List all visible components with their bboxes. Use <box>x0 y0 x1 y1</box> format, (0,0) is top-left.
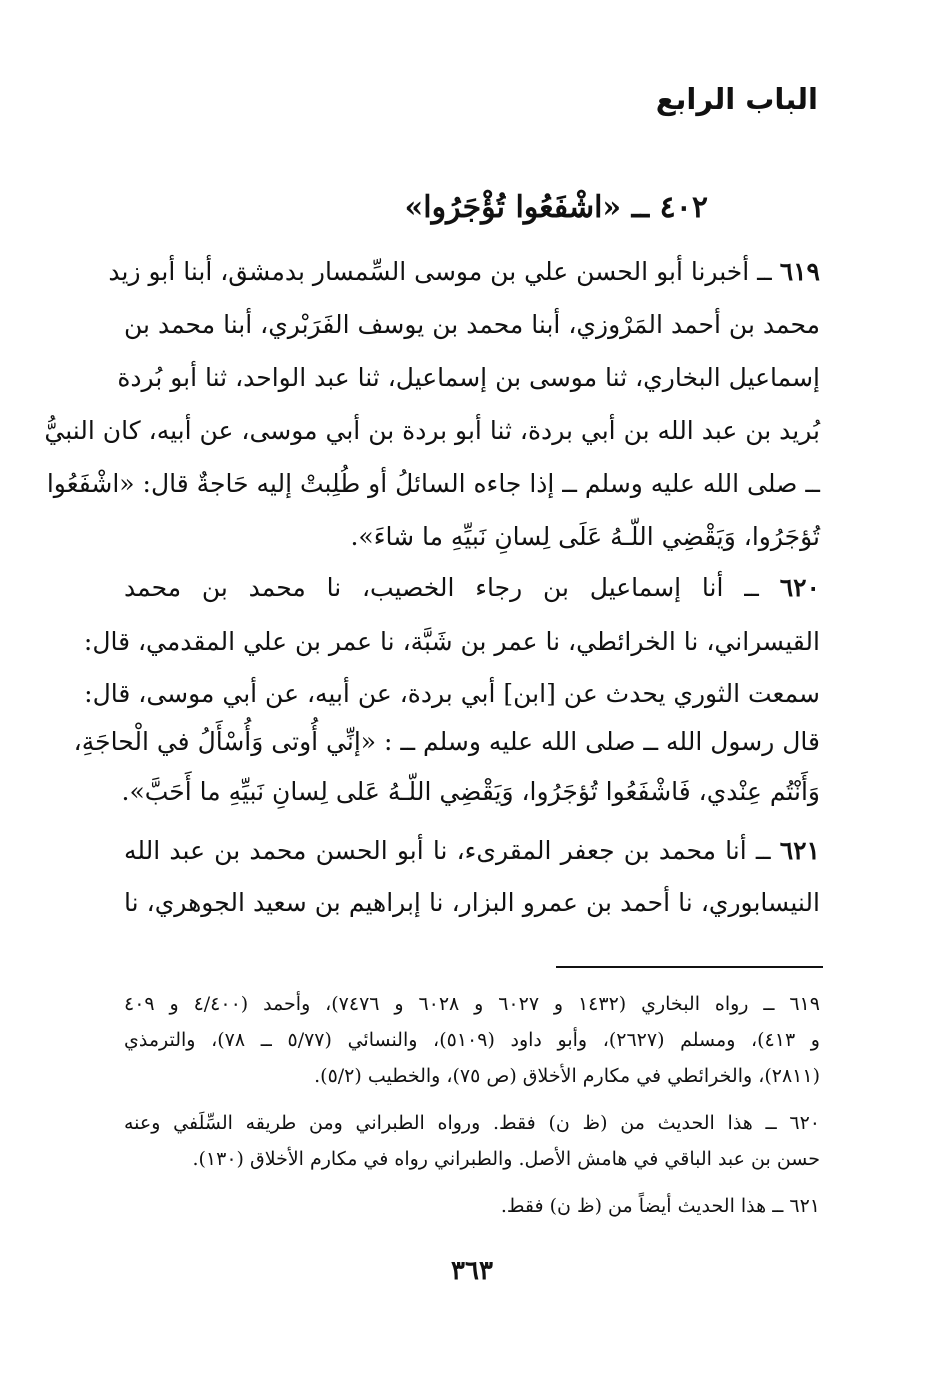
footnote-line: ٦٢٠ ــ هذا الحديث من (ظ ن) فقط. ورواه الطبراني ومن طريقه السِّلَفي وعنه <box>124 1112 820 1134</box>
page-number: ٣٦٣ <box>451 1256 493 1286</box>
entry-line: وَأَنْتُم عِنْدي، فَاشْفَعُوا تُؤجَرُوا، وَيَقْضِي اللّـهُ عَلى لِسانِ نَبيِّهِ ما أَحَبَّ». <box>121 777 820 806</box>
hadith-title: ٤٠٢ ــ «اشْفَعُوا تُؤْجَرُوا» <box>404 190 708 225</box>
footnote-line: حسن بن عبد الباقي في هامش الأصل. والطبراني رواه في مكارم الأخلاق (١٣٠). <box>192 1148 820 1170</box>
footnote-line: ٦٢١ ــ هذا الحديث أيضاً من (ظ ن) فقط. <box>500 1195 820 1217</box>
entry-line: ٦٢٠ ــ أنا إسماعيل بن رجاء الخصيب، نا محمد بن محمد <box>124 573 820 602</box>
footnote-separator <box>556 966 823 968</box>
footnote-line: ٦١٩ ــ رواه البخاري (١٤٣٢ و ٦٠٢٧ و ٦٠٢٨ و ٧٤٧٦)، وأحمد (٤/٤٠٠ و ٤٠٩ <box>124 993 820 1015</box>
footnote-line: و ٤١٣)، ومسلم (٢٦٢٧)، وأبو داود (٥١٠٩)، والنسائي (٥/٧٧ ــ ٧٨)، والترمذي <box>124 1029 820 1051</box>
entry-line: إسماعيل البخاري، ثنا موسى بن إسماعيل، ثنا عبد الواحد، ثنا أبو بُردة <box>117 363 820 392</box>
entry-line: محمد بن أحمد المَرْوزي، أبنا محمد بن يوسف الفَرَبْري، أبنا محمد بن <box>124 310 820 339</box>
entry-number: ٦١٩ <box>779 257 820 286</box>
entry-line: ٦٢١ ــ أنا محمد بن جعفر المقرىء، نا أبو الحسن محمد بن عبد الله <box>124 836 820 865</box>
entry-line: ــ صلى الله عليه وسلم ــ إذا جاءه السائلُ أو طُلِبتْ إليه حَاجةٌ قال: «اشْفَعُوا <box>46 469 820 498</box>
entry-number: ٦٢١ <box>779 836 820 865</box>
entry-line: النيسابوري، نا أحمد بن عمرو البزار، نا إبراهيم بن سعيد الجوهري، نا <box>124 888 820 917</box>
entry-line: تُؤجَرُوا، وَيَقْضِي اللّـهُ عَلَى لِسانِ نَبيِّهِ ما شاءَ». <box>350 522 820 551</box>
footnote-line: (٢٨١١)، والخرائطي في مكارم الأخلاق (ص ٧٥)، والخطيب (٥/٢). <box>314 1065 820 1087</box>
entry-line: بُريد بن عبد الله بن أبي بردة، ثنا أبو بردة بن أبي موسى، عن أبيه، كان النبيُّ <box>44 416 820 445</box>
entry-line: القيسراني، نا الخرائطي، نا عمر بن شَبَّة، نا عمر بن علي المقدمي، قال: <box>83 627 820 656</box>
entry-line: سمعت الثوري يحدث عن [ابن] أبي بردة، عن أبيه، عن أبي موسى، قال: <box>84 679 820 708</box>
chapter-header: الباب الرابع <box>655 82 818 116</box>
entry-number: ٦٢٠ <box>779 573 820 602</box>
entry-line: قال رسول الله ــ صلى الله عليه وسلم ــ : «إنِّي أُوتى وَأُسْأَلُ في الْحاجَةِ، <box>73 727 820 756</box>
entry-line: ٦١٩ ــ أخبرنا أبو الحسن علي بن موسى السِّمسار بدمشق، أبنا أبو زيد <box>108 257 820 286</box>
